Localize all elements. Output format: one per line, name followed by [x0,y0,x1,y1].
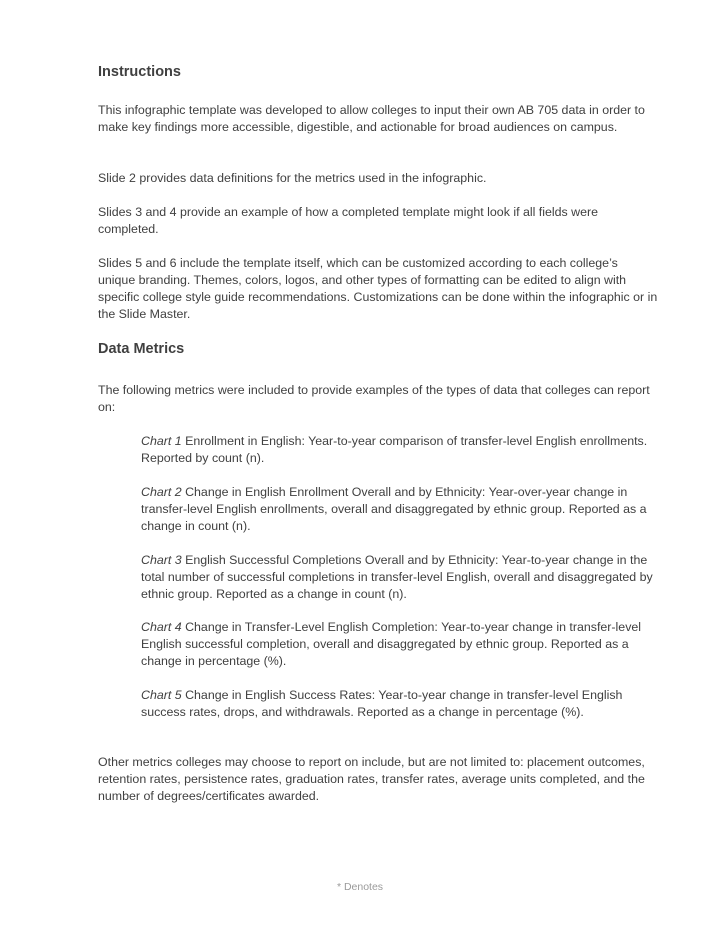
chart-5-text: Change in English Success Rates: Year-to-year change in transfer-level English success rates, drops, and withdrawals. Reported as a change in percentage (%). [141,688,623,719]
chart-2-description [141,484,659,535]
chart-4-description [141,619,659,670]
data-metrics-intro: The following metrics were included to provide examples of the types of data that colleges can report on: [98,383,650,414]
chart-5-description [141,687,659,721]
chart-2-text: Change in English Enrollment Overall and by Ethnicity: Year-over-year change in transfer-level English enrollments, overall and disaggregated by ethnic group. Reported as a change in count (n). [141,485,647,533]
data-metrics-heading: Data Metrics [98,341,185,357]
chart-3-label: Chart 3 [141,553,182,567]
chart-4-text: Change in Transfer-Level English Completion: Year-to-year change in transfer-level English successful completion, overall and disaggregated by ethnic group. Reported as a change in percentage (%). [141,620,642,668]
other-metrics-paragraph: Other metrics colleges may choose to report on include, but are not limited to: placement outcomes, retention rates, persistence rates, graduation rates, transfer rates, average units completed, and the number of degrees/certificates awarded. [98,755,645,803]
chart-1-description [141,433,659,467]
chart-2-label: Chart 2 [141,485,182,499]
chart-5-label: Chart 5 [141,688,182,702]
instructions-paragraph-intro: This infographic template was developed to allow colleges to input their own AB 705 data in order to make key findings more accessible, digestible, and actionable for broad audiences on campus. [98,103,645,134]
instructions-paragraph-slides-3-4: Slides 3 and 4 provide an example of how a completed template might look if all fields were completed. [98,205,599,236]
chart-1-label: Chart 1 [141,434,182,448]
footer-note: * Denotes [336,881,384,893]
chart-3-text: English Successful Completions Overall and by Ethnicity: Year-to-year change in the total number of successful completions in transfer-level English, overall and disaggregated by ethnic group. Reported as a change in count (n). [141,553,653,601]
chart-4-label: Chart 4 [141,620,182,634]
instructions-paragraph-slides-5-6: Slides 5 and 6 include the template itself, which can be customized according to each college’s unique branding. Themes, colors, logos, and other types of formatting can be edited to align with specific college style guide recommendations. Customizations can be done within the infographic or in the Slide Master. [98,256,658,321]
instructions-paragraph-slide-2: Slide 2 provides data definitions for the metrics used in the infographic. [98,171,487,185]
chart-3-description [141,552,659,603]
instructions-heading: Instructions [98,64,181,80]
chart-1-text: Enrollment in English: Year-to-year comparison of transfer-level English enrollments. Reported by count (n). [141,434,648,465]
